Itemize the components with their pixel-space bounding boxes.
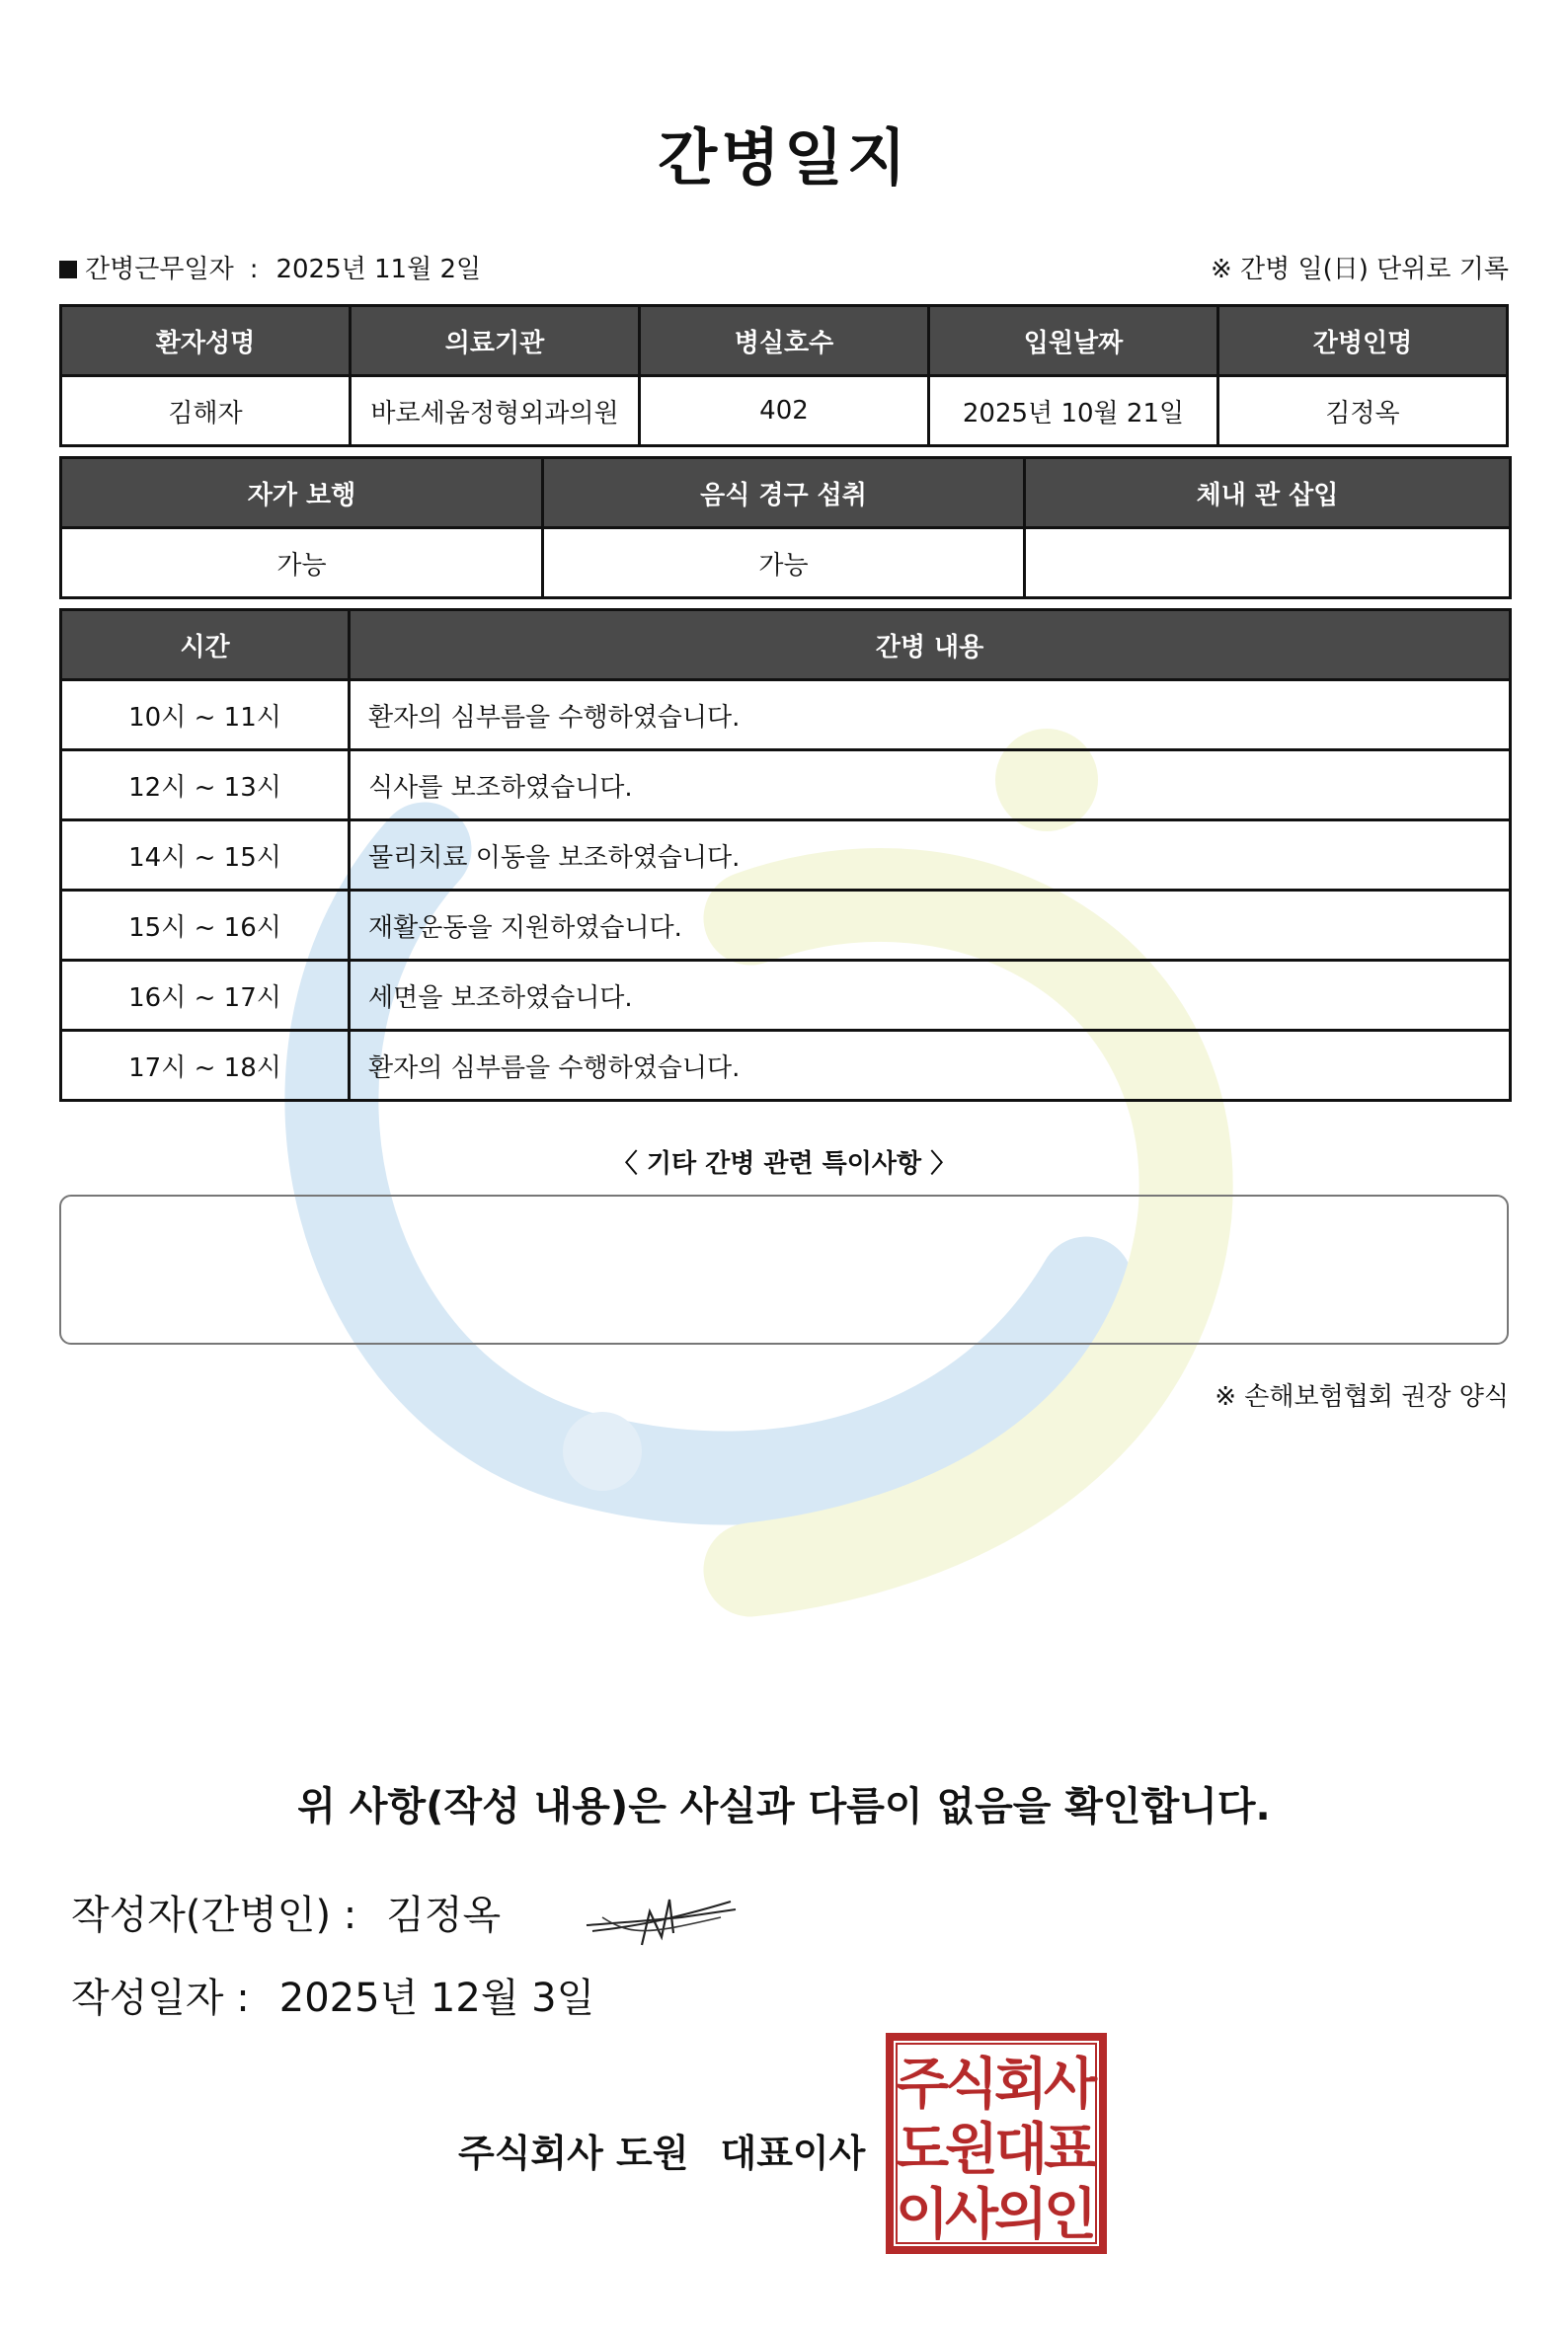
room-number: 402: [640, 376, 929, 446]
care-content: 물리치료 이동을 보조하였습니다.: [350, 820, 1511, 891]
svg-text:회: 회: [993, 2053, 1049, 2117]
hospital-name: 바로세움정형외과의원: [351, 376, 640, 446]
care-content: 재활운동을 지원하였습니다.: [350, 891, 1511, 961]
form-recommendation-note: ※ 손해보험협회 권장 양식: [1215, 1382, 1509, 1412]
special-notes-content: [61, 1197, 1507, 1228]
work-date-value: 2025년 11월 2일: [275, 255, 482, 284]
svg-text:의: 의: [993, 2183, 1049, 2247]
square-bullet-icon: [59, 261, 77, 278]
care-time: 14시 ~ 15시: [61, 820, 350, 891]
svg-text:주: 주: [895, 2053, 950, 2117]
company-seal-stamp: [885, 2032, 1108, 2255]
svg-text:표: 표: [1043, 2118, 1098, 2182]
table-row: [61, 891, 1511, 961]
care-time: 17시 ~ 18시: [61, 1031, 350, 1101]
care-time: 15시 ~ 16시: [61, 891, 350, 961]
company-signatory: [458, 2123, 865, 2177]
care-content: 세면을 보조하였습니다.: [350, 961, 1511, 1031]
handwritten-signature: [583, 1888, 741, 1951]
svg-text:이: 이: [895, 2183, 950, 2247]
header-time: 시간: [61, 610, 350, 680]
svg-text:대: 대: [993, 2118, 1049, 2182]
svg-text:사: 사: [944, 2183, 999, 2247]
special-notes-title: 〈 기타 간병 관련 특이사항 〉: [611, 1149, 957, 1179]
record-unit-note: ※ 간병 일(日) 단위로 기록: [1210, 255, 1509, 284]
patient-status-table: [59, 456, 1512, 599]
svg-text:인: 인: [1043, 2183, 1098, 2247]
header-care-content: 간병 내용: [350, 610, 1511, 680]
table-row: [61, 680, 1511, 750]
care-content: 환자의 심부름을 수행하였습니다.: [350, 1031, 1511, 1101]
writer-name: 김정옥: [386, 1893, 502, 1938]
patient-info-header-row: [61, 306, 1508, 376]
care-log-table: [59, 608, 1512, 1102]
work-date-label: 간병근무일자: [85, 255, 234, 284]
care-content: 환자의 심부름을 수행하였습니다.: [350, 680, 1511, 750]
oral-intake-value: 가능: [543, 528, 1025, 598]
status-header-row: [61, 458, 1511, 528]
caregiver-name: 김정옥: [1218, 376, 1508, 446]
status-value-row: [61, 528, 1511, 598]
svg-text:도: 도: [895, 2118, 950, 2182]
document-title: 간병일지: [658, 121, 910, 194]
patient-info-value-row: [61, 376, 1508, 446]
written-date-label: 작성일자 :: [71, 1976, 250, 2021]
work-date-row: [59, 249, 1509, 288]
written-date-line: [71, 1967, 594, 2023]
header-self-walking: 자가 보행: [61, 458, 543, 528]
patient-info-table: [59, 304, 1509, 447]
header-admission-date: 입원날짜: [929, 306, 1218, 376]
table-row: [61, 820, 1511, 891]
self-walking-value: 가능: [61, 528, 543, 598]
care-time: 16시 ~ 17시: [61, 961, 350, 1031]
company-name: 주식회사 도원: [458, 2132, 689, 2175]
written-date-value: 2025년 12월 3일: [278, 1976, 595, 2021]
admission-date: 2025년 10월 21일: [929, 376, 1218, 446]
confirmation-statement: 위 사항(작성 내용)은 사실과 다름이 없음을 확인합니다.: [297, 1784, 1271, 1829]
header-tube-insertion: 체내 관 삽입: [1025, 458, 1511, 528]
table-row: [61, 750, 1511, 820]
writer-line: [71, 1884, 501, 1940]
patient-name: 김해자: [61, 376, 351, 446]
header-patient-name: 환자성명: [61, 306, 351, 376]
care-content: 식사를 보조하였습니다.: [350, 750, 1511, 820]
care-log-header-row: [61, 610, 1511, 680]
work-date: [59, 249, 481, 285]
work-date-colon: :: [249, 255, 259, 284]
company-representative-title: 대표이사: [720, 2132, 866, 2175]
care-time: 12시 ~ 13시: [61, 750, 350, 820]
table-row: [61, 961, 1511, 1031]
header-oral-intake: 음식 경구 섭취: [543, 458, 1025, 528]
care-time: 10시 ~ 11시: [61, 680, 350, 750]
tube-insertion-value: [1025, 528, 1511, 598]
header-caregiver-name: 간병인명: [1218, 306, 1508, 376]
svg-text:사: 사: [1043, 2053, 1098, 2117]
header-room-number: 병실호수: [640, 306, 929, 376]
header-hospital: 의료기관: [351, 306, 640, 376]
special-notes-box: [59, 1195, 1509, 1345]
svg-text:식: 식: [944, 2053, 999, 2117]
table-row: [61, 1031, 1511, 1101]
writer-label: 작성자(간병인) :: [71, 1893, 357, 1938]
svg-text:원: 원: [944, 2118, 999, 2182]
